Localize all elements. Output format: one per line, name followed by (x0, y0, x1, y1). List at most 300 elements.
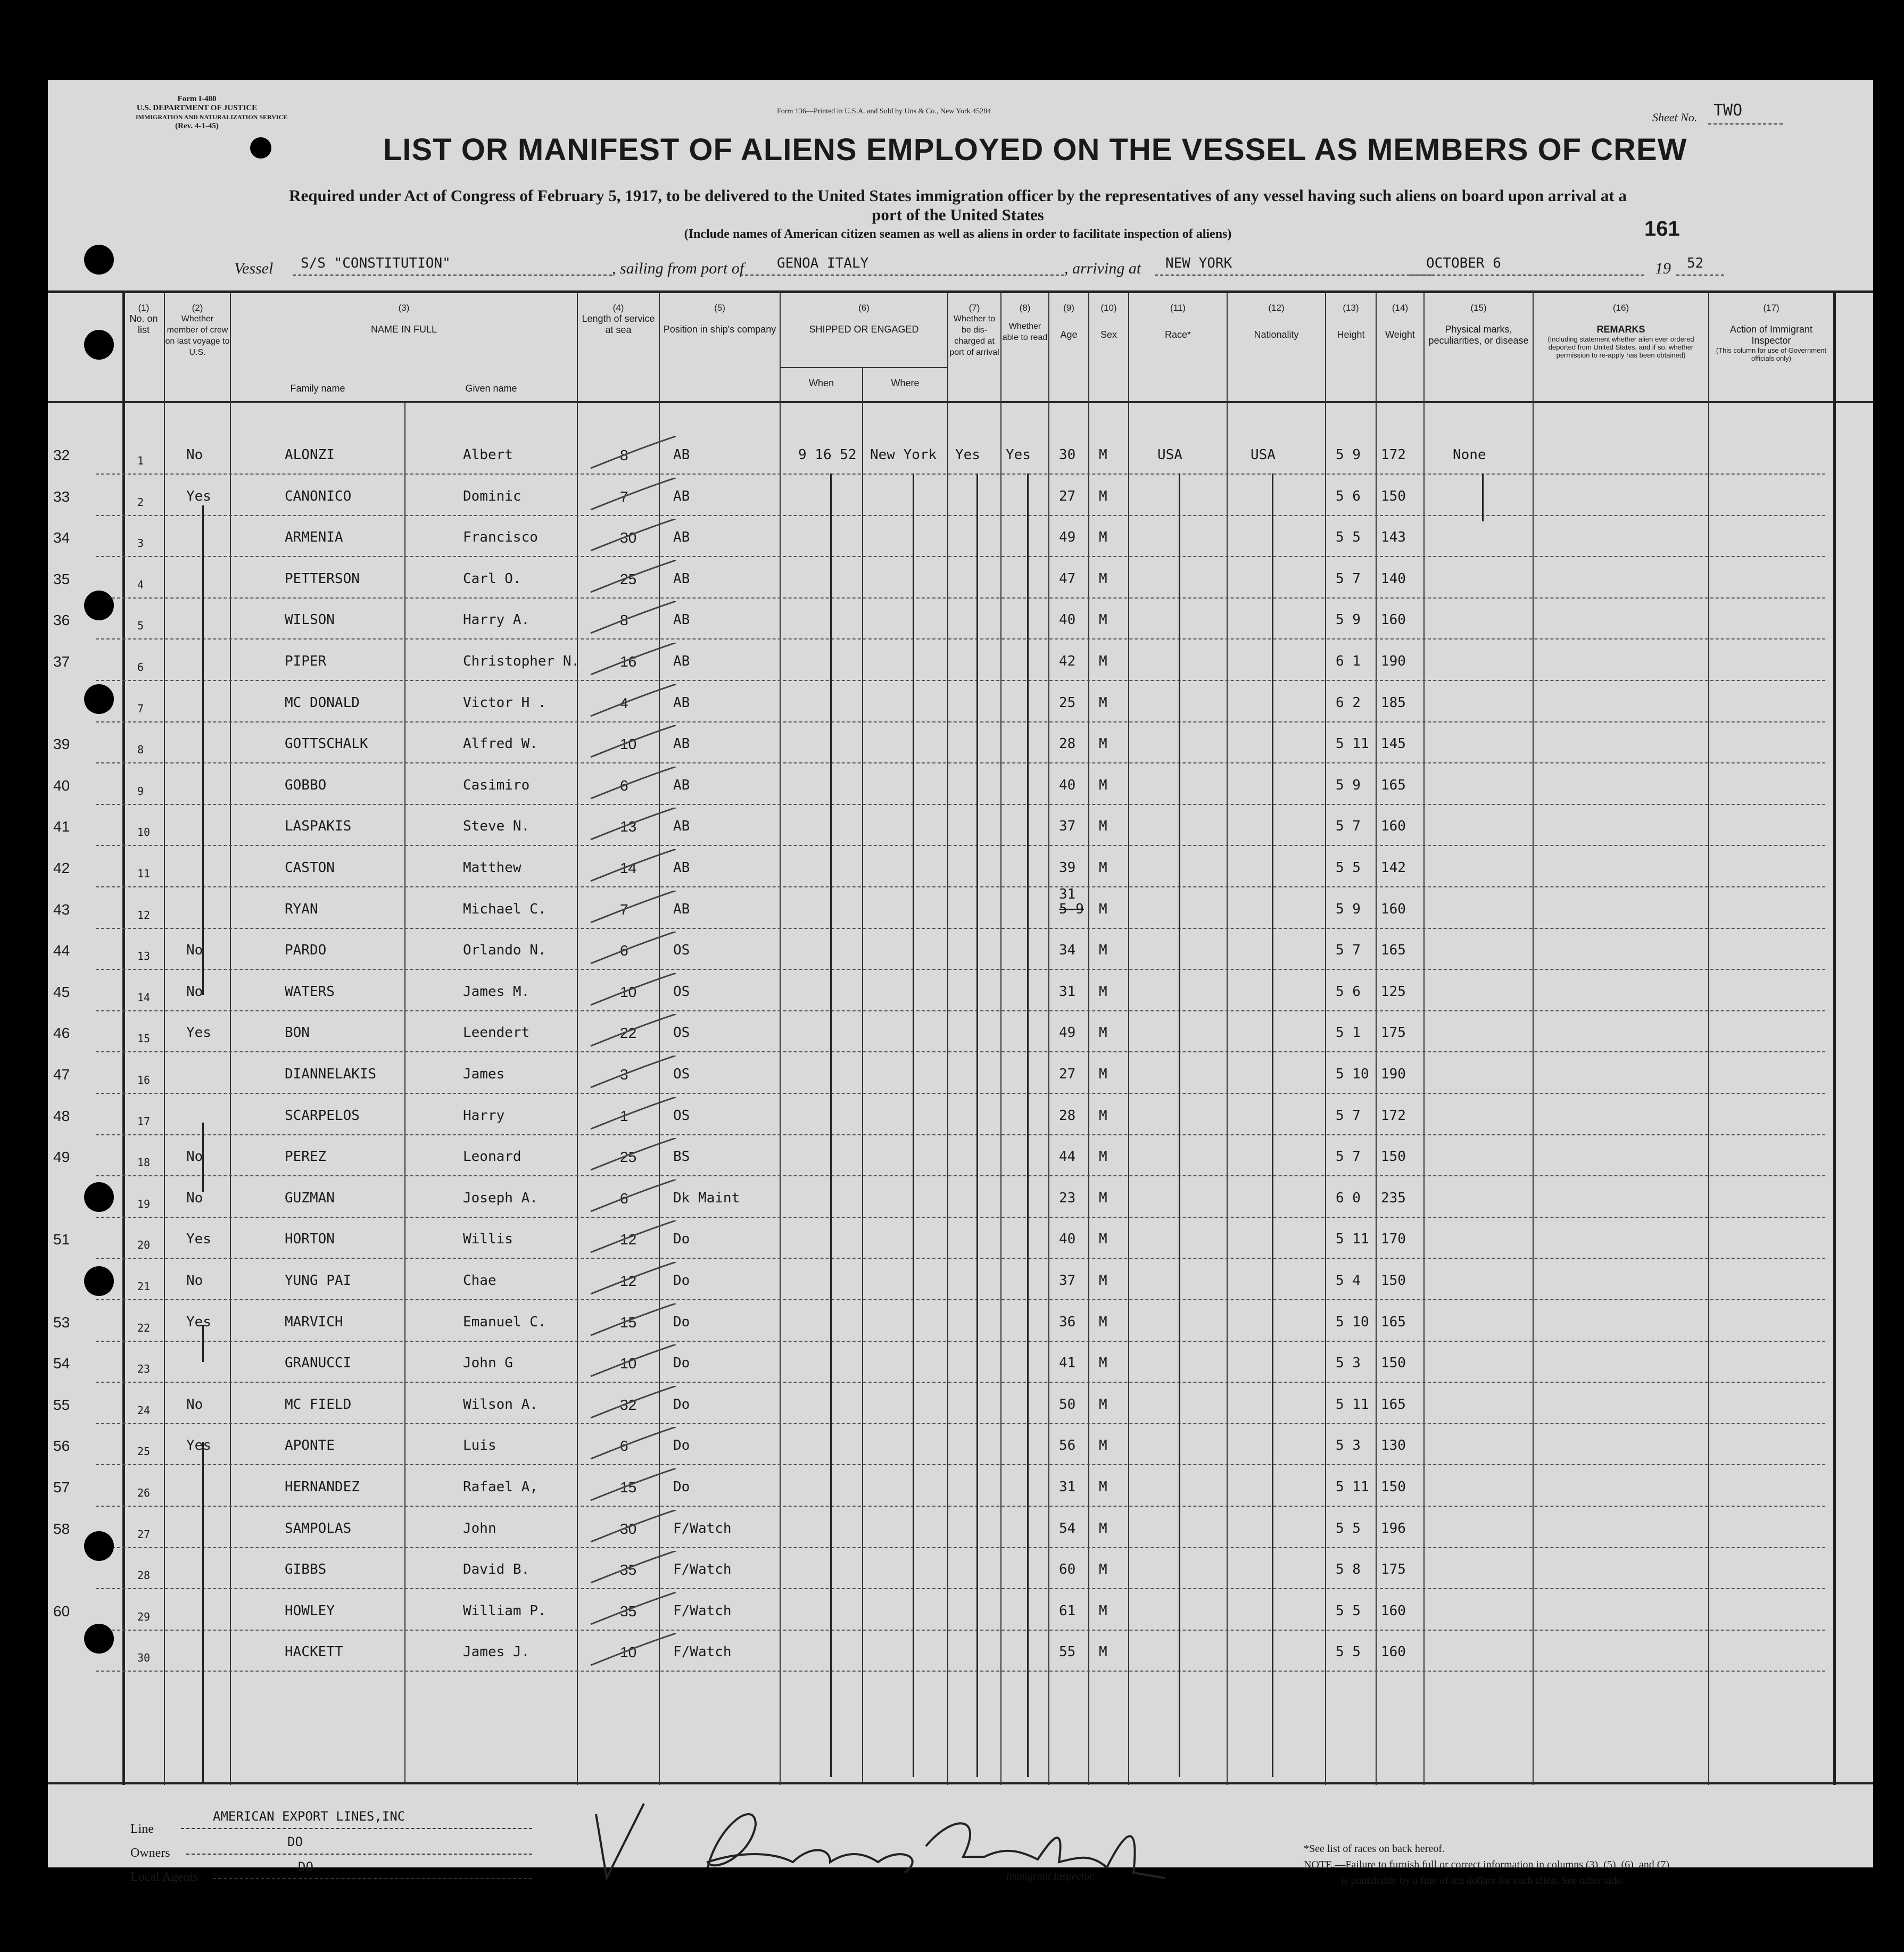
row-margin-number: 49 (53, 1149, 70, 1166)
row-sex: M (1099, 1355, 1107, 1372)
punch-hole (250, 137, 271, 159)
row-weight: 165 (1381, 777, 1406, 793)
row-rule (96, 1671, 1825, 1672)
table-row (48, 1066, 1873, 1103)
table-row (48, 886, 1873, 938)
pencil-tally-mark (585, 643, 681, 680)
table-top-rule (48, 290, 1873, 293)
owners-label: Owners (130, 1846, 170, 1860)
row-sex: M (1099, 942, 1107, 959)
row-last-voyage: No (186, 447, 203, 463)
row-rule (96, 1382, 1825, 1383)
row-length-of-service: 10 (620, 1644, 637, 1661)
row-weight: 150 (1381, 1355, 1406, 1372)
header-given-name: Given name (465, 383, 517, 394)
row-position: AB (673, 447, 690, 463)
row-rule (96, 886, 1825, 887)
row-weight: 125 (1381, 983, 1406, 1000)
header-col6-label: SHIPPED OR ENGAGED (809, 324, 919, 335)
row-weight: 160 (1381, 612, 1406, 628)
row-sex: M (1099, 612, 1107, 628)
row-given-name: Emanuel C. (463, 1314, 547, 1330)
row-position: AB (673, 901, 690, 917)
row-position: Do (673, 1231, 690, 1248)
row-list-number: 12 (137, 908, 151, 921)
pencil-tally-mark (585, 891, 681, 928)
sheet-label: Sheet No. (1652, 111, 1698, 124)
header-col12-label: Nationality (1254, 329, 1299, 340)
row-list-number: 8 (137, 743, 144, 757)
header-col3-num: (3) (398, 303, 410, 313)
row-family-name: MARVICH (285, 1314, 343, 1330)
pencil-tally-mark (585, 1510, 681, 1547)
row-sex: M (1099, 901, 1107, 917)
row-margin-number: 58 (53, 1520, 70, 1537)
note-fine: is punishable by a fine of ten dollars for each alien. See other side. (1341, 1875, 1624, 1887)
row-age: 40 (1059, 612, 1076, 628)
signature (580, 1793, 1219, 1899)
row-age: 25 (1059, 694, 1076, 711)
row-height: 5 7 (1336, 570, 1361, 587)
header-col10-label: Sex (1100, 329, 1117, 340)
row-position: AB (673, 612, 690, 628)
row-margin-number: 40 (53, 777, 70, 794)
arriving-label: , arriving at (1064, 260, 1141, 277)
row-weight: 175 (1381, 1025, 1406, 1041)
punch-hole (84, 591, 114, 620)
row-age: 27 (1059, 1066, 1076, 1082)
row-length-of-service: 35 (620, 1561, 637, 1579)
pencil-tally-mark (585, 601, 681, 638)
row-length-of-service: 1 (620, 1107, 628, 1124)
row-last-voyage: Yes (186, 1438, 211, 1454)
row-height: 5 5 (1336, 529, 1361, 546)
pencil-tally-mark (585, 1633, 681, 1671)
row-family-name: HOWLEY (285, 1602, 335, 1619)
row-list-number: 29 (137, 1610, 151, 1623)
row-position: AB (673, 653, 690, 669)
header-col1-num: (1) (138, 303, 150, 313)
row-length-of-service: 16 (620, 653, 637, 670)
table-row (48, 1644, 1873, 1681)
page-number: 161 (1644, 217, 1680, 240)
row-margin-number: 36 (53, 612, 70, 629)
ditto-mark (202, 1442, 204, 1782)
pencil-tally-mark (585, 1468, 681, 1506)
row-list-number: 30 (137, 1651, 151, 1665)
subtitle-line-1: Required under Act of Congress of February 5, 1917, to be delivered to the United States immigration officer by the representatives of any vessel having such aliens on board upon arrival at a (289, 186, 1627, 205)
row-position: F/Watch (673, 1520, 732, 1536)
header-col1 (123, 302, 164, 336)
row-list-number: 1 (137, 454, 144, 467)
table-row (48, 818, 1873, 855)
row-given-name: Joseph A. (463, 1190, 538, 1206)
header-col12-num: (12) (1268, 303, 1285, 313)
row-length-of-service: 14 (620, 860, 637, 876)
row-age: 36 (1059, 1314, 1076, 1330)
row-given-name: Leendert (463, 1025, 530, 1041)
header-col7 (948, 302, 1000, 358)
pencil-tally-mark (585, 478, 681, 515)
row-margin-number: 55 (53, 1396, 70, 1413)
row-last-voyage: No (186, 1149, 203, 1165)
row-sex: M (1099, 1479, 1107, 1495)
row-weight: 165 (1381, 942, 1406, 959)
row-sex: M (1099, 1149, 1107, 1165)
row-length-of-service: 4 (620, 694, 628, 711)
row-given-name: Alfred W. (463, 736, 538, 752)
service: IMMIGRATION AND NATURALIZATION SERVICE (136, 113, 288, 121)
table-row (48, 984, 1873, 1021)
year-prefix: 19 (1655, 260, 1671, 277)
header-col16-note: (Including statement whether alien ever ordered deported from United States, and if so, whether permission to re-apply has been obtained) (1547, 335, 1694, 359)
note-failure: NOTE.—Failure to furnish full or correct information in columns (3), (5), (6), and (7) (1304, 1859, 1670, 1871)
header-col8-label: Whether able to read (1002, 322, 1048, 342)
ditto-mark (202, 1325, 204, 1362)
row-height: 5 6 (1336, 488, 1361, 504)
line-underline (181, 1828, 532, 1829)
row-height: 5 7 (1336, 1107, 1361, 1124)
row-sex: M (1099, 1644, 1107, 1660)
row-age: 27 (1059, 488, 1076, 504)
row-weight: 190 (1381, 1066, 1406, 1082)
row-sex: M (1099, 447, 1107, 463)
header-col4-label: Length of service at sea (582, 313, 655, 335)
inspector-label: Immigrant Inspector. (1006, 1871, 1095, 1882)
row-given-name: Luis (463, 1438, 496, 1454)
header-col13 (1326, 302, 1376, 340)
agents-underline (213, 1878, 532, 1879)
row-last-voyage: No (186, 942, 203, 959)
revision: (Rev. 4-1-45) (175, 122, 219, 130)
table-row (48, 1479, 1873, 1516)
row-position: Do (673, 1438, 690, 1454)
header-col13-label: Height (1337, 329, 1365, 340)
table-row (48, 488, 1873, 526)
pencil-tally-mark (585, 560, 681, 597)
ditto-mark (1027, 474, 1029, 1777)
row-list-number: 27 (137, 1527, 151, 1541)
row-sex: M (1099, 488, 1107, 504)
row-margin-number: 35 (53, 570, 70, 587)
row-age: 61 (1059, 1602, 1076, 1619)
row-weight: 150 (1381, 488, 1406, 504)
row-sex: M (1099, 736, 1107, 752)
row-length-of-service: 25 (620, 1149, 637, 1166)
row-position: OS (673, 1107, 690, 1124)
row-weight: 165 (1381, 1396, 1406, 1413)
row-height: 5 7 (1336, 818, 1361, 835)
row-rule (96, 1299, 1825, 1300)
header-col17 (1709, 302, 1833, 362)
table-row (48, 860, 1873, 897)
row-last-voyage: No (186, 1190, 203, 1206)
header-col14-num: (14) (1392, 303, 1409, 313)
row-position: Do (673, 1396, 690, 1413)
owners-value: DO (287, 1834, 303, 1849)
row-family-name: HERNANDEZ (285, 1479, 360, 1495)
header-col1-label: No. on list (129, 313, 158, 335)
row-list-number: 9 (137, 784, 144, 798)
row-length-of-service: 6 (620, 1190, 628, 1207)
row-weight: 130 (1381, 1438, 1406, 1454)
row-family-name: PARDO (285, 942, 327, 959)
header-col11-num: (11) (1170, 303, 1186, 313)
row-age: 30 (1059, 447, 1076, 463)
header-col13-num: (13) (1343, 303, 1359, 313)
row-list-number: 3 (137, 537, 144, 550)
row-age: 41 (1059, 1355, 1076, 1372)
row-given-name: Harry A. (463, 612, 530, 628)
row-sex: M (1099, 1602, 1107, 1619)
row-given-name: John (463, 1520, 496, 1536)
header-col8-num: (8) (1019, 303, 1031, 313)
row-rule (96, 969, 1825, 970)
row-weight: 170 (1381, 1231, 1406, 1248)
row-length-of-service: 12 (620, 1231, 637, 1248)
row-height: 5 1 (1336, 1025, 1361, 1041)
pencil-tally-mark (585, 1344, 681, 1382)
col3-split (230, 402, 577, 403)
header-col12 (1228, 302, 1325, 340)
port-of-sailing: GENOA ITALY (777, 255, 869, 271)
row-length-of-service: 12 (620, 1273, 637, 1289)
row-position: AB (673, 818, 690, 835)
row-family-name: HORTON (285, 1231, 335, 1248)
table-row (48, 736, 1873, 773)
row-family-name: WATERS (285, 983, 335, 1000)
row-age: 31 (1059, 886, 1076, 902)
header-col2-label: Whether member of crew on last voyage to U.S. (165, 314, 230, 357)
row-age: 56 (1059, 1438, 1076, 1454)
row-age: 55 (1059, 1644, 1076, 1660)
row-age: 49 (1059, 1025, 1076, 1041)
header-col16-label: REMARKS (1596, 324, 1645, 335)
table-row (48, 777, 1873, 815)
sheet-number: TWO (1713, 101, 1743, 120)
row-age: 28 (1059, 1107, 1076, 1124)
pencil-tally-mark (585, 436, 681, 474)
row-list-number: 11 (137, 867, 151, 880)
col6-split (780, 367, 947, 368)
row-age: 39 (1059, 860, 1076, 876)
pencil-tally-mark (585, 1138, 681, 1175)
row-position: OS (673, 1025, 690, 1041)
row-age: 28 (1059, 736, 1076, 752)
header-col15-num: (15) (1470, 303, 1487, 313)
punch-hole (84, 245, 114, 275)
note-races: *See list of races on back hereof. (1304, 1843, 1445, 1855)
header-col10-num: (10) (1100, 303, 1117, 313)
row-weight: 196 (1381, 1520, 1406, 1536)
row-rule (96, 1093, 1825, 1094)
row-margin-number: 51 (53, 1231, 70, 1248)
row-age: 31 (1059, 1479, 1076, 1495)
row-last-voyage: Yes (186, 1314, 211, 1330)
pencil-tally-mark (585, 1386, 681, 1423)
row-list-number: 23 (137, 1363, 151, 1376)
row-length-of-service: 10 (620, 736, 637, 753)
row-margin-number: 32 (53, 447, 70, 463)
arrival-date: OCTOBER 6 (1426, 255, 1501, 271)
vessel-label: Vessel (234, 260, 274, 277)
row-margin-number: 54 (53, 1355, 70, 1372)
row-length-of-service: 22 (620, 1025, 637, 1042)
pencil-tally-mark (585, 808, 681, 845)
row-list-number: 6 (137, 661, 144, 674)
punch-hole (84, 330, 114, 360)
row-rule (96, 1464, 1825, 1465)
row-height: 5 11 (1336, 736, 1369, 752)
row-family-name: SCARPELOS (285, 1107, 360, 1124)
row-weight: 160 (1381, 818, 1406, 835)
row-margin-number: 45 (53, 983, 70, 1000)
row-age: 47 (1059, 570, 1076, 587)
header-col16-num: (16) (1612, 303, 1629, 313)
port-underline (740, 275, 1064, 276)
header-col7-label: Whether to be dis-charged at port of arrival (949, 314, 999, 357)
row-given-name: Wilson A. (463, 1396, 538, 1413)
pencil-tally-mark (585, 519, 681, 556)
vessel-underline (293, 275, 612, 276)
row-race: USA (1157, 447, 1182, 463)
pencil-tally-mark (585, 849, 681, 886)
sheet-underline (1708, 123, 1783, 124)
row-height: 5 11 (1336, 1231, 1369, 1248)
subtitle-line-2: port of the United States (872, 205, 1044, 224)
table-row (48, 1355, 1873, 1392)
row-family-name: GRANUCCI (285, 1355, 352, 1372)
row-family-name: GOTTSCHALK (285, 736, 368, 752)
row-margin-number: 53 (53, 1314, 70, 1331)
row-height: 6 0 (1336, 1190, 1361, 1206)
row-family-name: GUZMAN (285, 1190, 335, 1206)
header-col4 (578, 302, 659, 336)
row-list-number: 22 (137, 1321, 151, 1334)
arrival-year: 52 (1687, 255, 1704, 271)
row-age: 49 (1059, 529, 1076, 546)
row-given-name: Orlando N. (463, 942, 547, 959)
header-col11 (1129, 302, 1227, 340)
row-list-number: 15 (137, 1032, 151, 1045)
row-age: 34 (1059, 942, 1076, 959)
table-row (48, 1108, 1873, 1145)
row-shipped-where: New York (870, 447, 937, 463)
row-margin-number: 42 (53, 860, 70, 876)
pencil-tally-mark (585, 973, 681, 1010)
header-col4-num: (4) (612, 303, 624, 313)
manifest-sheet (48, 80, 1873, 1887)
page-title: LIST OR MANIFEST OF ALIENS EMPLOYED ON THE VESSEL AS MEMBERS OF CREW (383, 132, 1687, 167)
row-sex: M (1099, 529, 1107, 546)
row-height: 5 7 (1336, 942, 1361, 959)
table-row (48, 695, 1873, 732)
row-weight: 185 (1381, 694, 1406, 711)
row-position: BS (673, 1149, 690, 1165)
row-age: 37 (1059, 1273, 1076, 1289)
header-col3-label: NAME IN FULL (370, 324, 437, 335)
row-position: Dk Maint (673, 1190, 740, 1206)
row-list-number: 17 (137, 1115, 151, 1128)
row-given-name: Matthew (463, 860, 521, 876)
table-row (48, 653, 1873, 691)
row-margin-number: 39 (53, 736, 70, 753)
row-list-number: 25 (137, 1445, 151, 1458)
row-weight: 190 (1381, 653, 1406, 669)
table-row (48, 571, 1873, 608)
row-height: 5 10 (1336, 1066, 1369, 1082)
row-family-name: GIBBS (285, 1561, 327, 1578)
row-last-voyage: Yes (186, 1231, 211, 1248)
row-list-number: 4 (137, 578, 144, 591)
pencil-tally-mark (585, 725, 681, 762)
punch-hole (84, 1182, 114, 1212)
row-sex: M (1099, 1273, 1107, 1289)
row-position: Do (673, 1479, 690, 1495)
row-rule (96, 474, 1825, 475)
row-family-name: LASPAKIS (285, 818, 352, 835)
row-margin-number: 56 (53, 1438, 70, 1455)
row-family-name: ALONZI (285, 447, 335, 463)
row-last-voyage: No (186, 1396, 203, 1413)
row-height: 5 9 (1336, 447, 1361, 463)
row-age: 60 (1059, 1561, 1076, 1578)
row-given-name: Casimiro (463, 777, 530, 793)
header-col2 (165, 302, 230, 358)
agents-value: DO (298, 1859, 313, 1874)
table-bottom-rule (48, 1782, 1873, 1784)
row-list-number: 28 (137, 1569, 151, 1582)
row-given-name: Leonard (463, 1149, 521, 1165)
table-row (48, 1025, 1873, 1062)
row-sex: M (1099, 983, 1107, 1000)
row-position: AB (673, 736, 690, 752)
row-sex: M (1099, 1561, 1107, 1578)
arrival-port: NEW YORK (1165, 255, 1232, 271)
row-weight: 142 (1381, 860, 1406, 876)
row-sex: M (1099, 1190, 1107, 1206)
row-rule (96, 1423, 1825, 1424)
header-when: When (808, 378, 834, 388)
ditto-mark (202, 505, 204, 995)
header-col14 (1377, 302, 1423, 340)
pencil-tally-mark (585, 1592, 681, 1630)
header-col17-note: (This column for use of Government officials only) (1716, 346, 1827, 362)
row-given-name: John G (463, 1355, 513, 1372)
row-length-of-service: 6 (620, 942, 628, 959)
row-position: OS (673, 942, 690, 959)
row-height: 5 5 (1336, 1644, 1361, 1660)
row-rule (96, 1588, 1825, 1589)
row-family-name: DIANNELAKIS (285, 1066, 377, 1082)
row-margin-number: 41 (53, 818, 70, 835)
row-age: 31 (1059, 983, 1076, 1000)
row-list-number: 2 (137, 495, 144, 509)
table-row (48, 1561, 1873, 1599)
row-rule (96, 804, 1825, 805)
row-length-of-service: 7 (620, 488, 628, 505)
row-family-name: PETTERSON (285, 570, 360, 587)
row-height: 5 11 (1336, 1396, 1369, 1413)
row-position: F/Watch (673, 1561, 732, 1578)
row-length-of-service: 6 (620, 1438, 628, 1455)
row-rule (96, 762, 1825, 763)
row-family-name: WILSON (285, 612, 335, 628)
row-family-name: GOBBO (285, 777, 327, 793)
row-family-name: CASTON (285, 860, 335, 876)
row-weight: 143 (1381, 529, 1406, 546)
arrival-underline (1155, 275, 1431, 276)
